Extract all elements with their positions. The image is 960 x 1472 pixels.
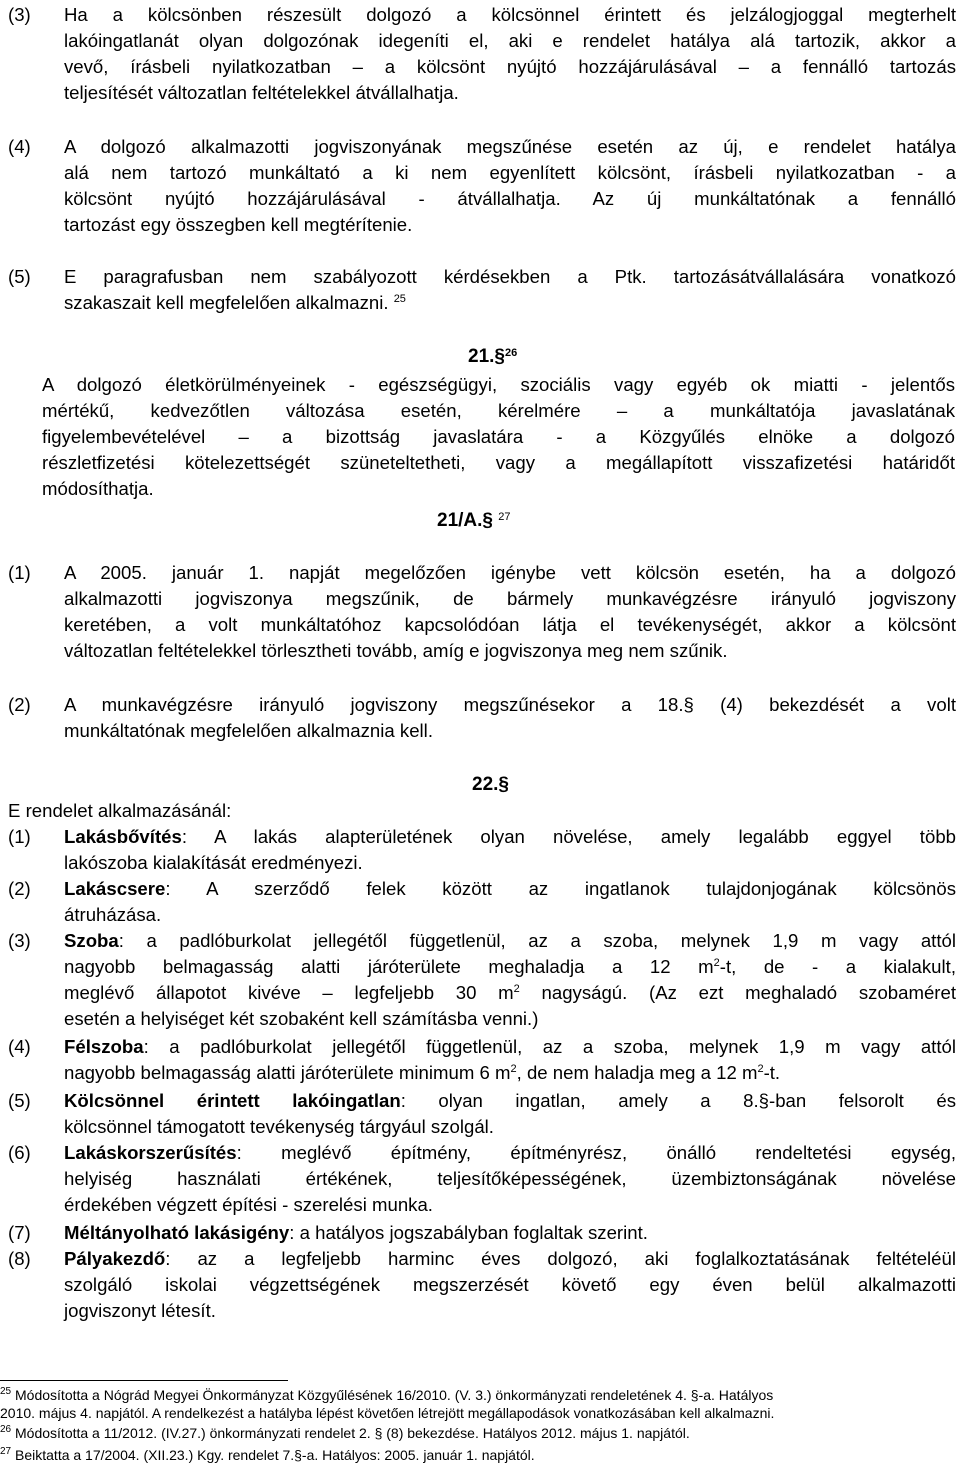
text-line — [64, 290, 956, 316]
text-line: Ha a kölcsönben részesült dolgozó a kölcsönnel érintett és jelzálogjoggal megterhelt — [64, 4, 956, 25]
defined-term: Lakáskorszerűsítés — [64, 1142, 237, 1163]
text-line: mértékű, kedvezőtlen változása esetén, kérelmére – a munkáltatója javaslatának — [42, 400, 955, 421]
text-line: vevő, írásbeli nyilatkozatban – a kölcsönt nyújtó hozzájárulásával – a fennálló tartozás — [64, 56, 956, 77]
footnote-26 — [0, 1424, 958, 1442]
text-line: jogviszonyt létesít. — [64, 1300, 216, 1321]
paragraph-number: (5) — [8, 1090, 31, 1111]
footnote-ref[interactable]: 25 — [393, 293, 406, 305]
paragraph-number: (8) — [8, 1248, 31, 1269]
text-line: meglévő állapotot kivéve – legfeljebb 30 m — [64, 982, 514, 1003]
text-line: változatlan feltételekkel törlesztheti tovább, amíg e jogviszonya meg nem szűnik. — [64, 640, 728, 661]
paragraph-5 — [8, 264, 956, 316]
paragraph-21a-1 — [8, 560, 956, 664]
text-line: , de nem haladja meg a 12 m — [516, 1062, 758, 1083]
definition-text — [64, 1034, 956, 1086]
text-line: lakószoba kialakítását eredményezi. — [64, 852, 363, 873]
heading-text: 22.§ — [472, 774, 509, 795]
defined-term: Lakásbővítés — [64, 826, 182, 847]
paragraph-21a-2 — [8, 692, 956, 744]
paragraph-text — [64, 264, 956, 316]
paragraph-number: (3) — [8, 930, 31, 951]
text-line: figyelembevételével – a bizottság javaslatára - a Közgyűlés elnöke a dolgozó — [42, 426, 955, 447]
definition-6 — [8, 1140, 956, 1218]
text-line: : az a legfeljebb harminc éves dolgozó, aki foglalkoztatásának feltételéül — [165, 1248, 956, 1269]
text-line: részletfizetési kötelezettségét szüneteltetheti, vagy a megállapított visszafizetési határidőt — [42, 452, 955, 473]
paragraph-text — [64, 560, 956, 664]
paragraph-number: (1) — [8, 826, 31, 847]
definition-5 — [8, 1088, 956, 1140]
section-22-intro — [8, 798, 956, 824]
superscript: 2 — [757, 1063, 764, 1075]
paragraph-4 — [8, 134, 956, 238]
paragraph-number: (3) — [8, 4, 31, 25]
defined-term: Lakáscsere — [64, 878, 166, 899]
footnote-number: 27 — [0, 1446, 12, 1457]
text-line: módosíthatja. — [42, 478, 154, 499]
defined-term: Félszoba — [64, 1036, 144, 1057]
text-line: alkalmazotti jogviszonya megszűnik, de bármely munkavégzésre irányuló jogviszony — [64, 588, 956, 609]
text-line: tartozást egy összegben kell megtérítenie. — [64, 214, 413, 235]
definition-text — [64, 1140, 956, 1218]
footnote-text: Módosította a 11/2012. (IV.27.) önkormányzati rendelet 2. § (8) bekezdése. Hatályos 2012. május 1. napjától. — [11, 1425, 690, 1441]
paragraph-3 — [8, 2, 956, 106]
paragraph-number: (4) — [8, 1036, 31, 1057]
text-line: keretében, a volt munkáltatóhoz kapcsolódóan látja el tevékenységét, akkor a kölcsönt — [64, 614, 956, 635]
text-line: A 2005. január 1. napját megelőzően igénybe vett kölcsön esetén, ha a dolgozó — [64, 562, 956, 583]
paragraph-number: (5) — [8, 266, 31, 287]
definition-7 — [8, 1220, 956, 1246]
heading-text: 21/A.§ — [437, 510, 493, 531]
text-line: helyiség használati értékének, teljesítőképességének, üzembiztonságának növelése — [64, 1168, 956, 1189]
defined-term: Szoba — [64, 930, 119, 951]
superscript: 2 — [713, 957, 720, 969]
footnote-ref[interactable]: 26 — [504, 347, 518, 359]
text-line: szolgáló iskolai végzettségének megszerzését követő egy éven belül alkalmazotti — [64, 1274, 956, 1295]
text-line: : A szerződő felek között az ingatlanok tulajdonjogának kölcsönös — [165, 878, 956, 899]
text-line: átruházása. — [64, 904, 162, 925]
footnote-27 — [0, 1446, 958, 1464]
paragraph-text — [64, 692, 956, 744]
paragraph-number: (1) — [8, 562, 31, 583]
paragraph-number: (7) — [8, 1222, 31, 1243]
text-line: esetén a helyiséget két szobaként kell számításba venni.) — [64, 1008, 539, 1029]
paragraph-number: (2) — [8, 694, 31, 715]
text-line: nagyobb belmagasság alatti járóterülete meghaladja a 12 m — [64, 956, 714, 977]
heading-text: 21.§ — [468, 346, 505, 367]
superscript: 2 — [510, 1063, 517, 1075]
definition-text — [64, 1088, 956, 1140]
paragraph-number: (2) — [8, 878, 31, 899]
defined-term: Kölcsönnel érintett lakóingatlan — [64, 1090, 401, 1111]
paragraph-text — [64, 134, 956, 238]
text-line: lakóingatlanát olyan dolgozónak idegeníti el, aki e rendelet hatálya alá tartozik, akkor a — [64, 30, 956, 51]
text-line: : a padlóburkolat jellegétől függetlenül, az a szoba, melynek 1,9 m vagy attól — [118, 930, 956, 951]
text-line: A dolgozó alkalmazotti jogviszonyának megszűnése esetén az új, e rendelet hatálya — [64, 136, 956, 157]
definition-text — [64, 824, 956, 876]
text-line: : olyan ingatlan, amely a 8.§-ban felsorolt és — [400, 1090, 956, 1111]
intro-text: E rendelet alkalmazásánál: — [8, 800, 232, 821]
defined-term: Méltányolható lakásigény — [64, 1222, 290, 1243]
definition-text — [64, 928, 956, 1032]
text-line: -t. — [763, 1062, 781, 1083]
text-line: : A lakás alapterületének olyan növelése, amely legalább eggyel több — [181, 826, 956, 847]
section-heading-21 — [468, 344, 517, 370]
definition-3 — [8, 928, 956, 1032]
text-line-content: szakaszait kell megfelelően alkalmazni. — [64, 292, 389, 313]
definition-4 — [8, 1034, 956, 1086]
paragraph-number: (4) — [8, 136, 31, 157]
section-heading-22 — [472, 772, 509, 798]
footnote-text: Beiktatta a 17/2004. (XII.23.) Kgy. rendelet 7.§-a. Hatályos: 2005. január 1. napjától. — [11, 1447, 535, 1463]
footnote-text: 2010. május 4. napjától. A rendelkezést a hatályba lépést követően létrejött megállapodások vonatkozásában kell alkalmazni. — [0, 1405, 775, 1421]
superscript: 2 — [513, 983, 520, 995]
text-line: E paragrafusban nem szabályozott kérdésekben a Ptk. tartozásátvállalására vonatkozó — [64, 266, 956, 287]
text-line: nagyobb belmagasság alatti járóterülete minimum 6 m — [64, 1062, 511, 1083]
definition-1 — [8, 824, 956, 876]
text-line: teljesítését változatlan feltételekkel átvállalhatja. — [64, 82, 459, 103]
text-line: kölcsönt nyújtó hozzájárulásával - átvállalhatja. Az új munkáltatónak a fennálló — [64, 188, 956, 209]
text-line: A munkavégzésre irányuló jogviszony megszűnésekor a 18.§ (4) bekezdését a volt — [64, 694, 956, 715]
footnote-divider — [0, 1380, 288, 1381]
definition-8 — [8, 1246, 956, 1324]
paragraph-number: (6) — [8, 1142, 31, 1163]
paragraph-text — [64, 2, 956, 106]
text-line: : meglévő építmény, építményrész, önálló rendeltetési egység, — [236, 1142, 956, 1163]
text-line: alá nem tartozó munkáltató a ki nem egyenlített kölcsönt, írásbeli nyilatkozatban - a — [64, 162, 956, 183]
footnote-number: 25 — [0, 1386, 12, 1397]
footnote-number: 26 — [0, 1424, 12, 1435]
definition-text — [64, 1220, 956, 1246]
text-line: -t, de - a kialakult, — [719, 956, 956, 977]
footnote-ref[interactable]: 27 — [498, 511, 511, 523]
footnote-text: Módosította a Nógrád Megyei Önkormányzat Közgyűlésének 16/2010. (V. 3.) önkormányzati rendeletének 4. §-a. Hatályos — [11, 1387, 774, 1403]
section-21-text — [42, 372, 955, 502]
text-line: : a padlóburkolat jellegétől függetlenül, az a szoba, melynek 1,9 m vagy attól — [143, 1036, 956, 1057]
text-line: nagyságú. (Az ezt meghaladó szobaméret — [519, 982, 956, 1003]
defined-term: Pályakezdő — [64, 1248, 166, 1269]
footnote-25 — [0, 1386, 958, 1422]
text-line: A dolgozó életkörülményeinek - egészségügyi, szociális vagy egyéb ok miatti - jelentős — [42, 374, 955, 395]
definition-text — [64, 876, 956, 928]
text-line: érdekében végzett építési - szerelési munka. — [64, 1194, 433, 1215]
section-heading-21a — [437, 508, 511, 534]
text-line: munkáltatónak megfelelően alkalmaznia kell. — [64, 720, 433, 741]
definition-2 — [8, 876, 956, 928]
text-line: : a hatályos jogszabályban foglaltak szerint. — [289, 1222, 648, 1243]
definition-text — [64, 1246, 956, 1324]
text-line: kölcsönnel támogatott tevékenység tárgyául szolgál. — [64, 1116, 494, 1137]
